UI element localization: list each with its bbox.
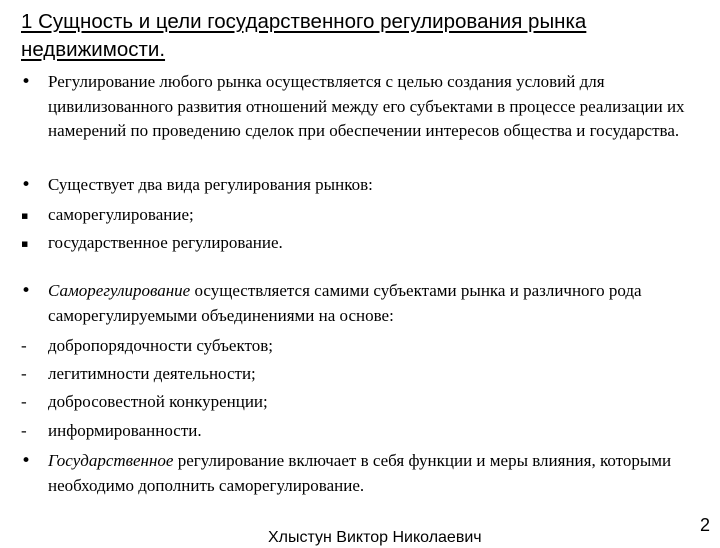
- dash-bullet-marker: -: [21, 392, 27, 411]
- bullet-marker: •: [21, 451, 32, 471]
- bullet-text: Регулирование любого рынка осуществляется с целью создания условий для цивилизованного развития отношений между его субъектами в процессе реализации их намерений по проведению сделок при обеспечении интересов общества и государства.: [48, 72, 685, 140]
- bullet-item: [21, 449, 706, 498]
- bullet-item: [21, 70, 706, 144]
- bullet-text: [48, 449, 706, 498]
- bullet-text: информированности.: [48, 421, 202, 440]
- dash-bullet-marker: -: [21, 336, 27, 355]
- bullet-text: [48, 279, 706, 328]
- emphasis-term: Государственное: [48, 451, 174, 470]
- footer-author: Хлыстун Виктор Николаевич: [268, 529, 482, 546]
- bullet-item: [21, 390, 706, 415]
- square-bullet-marker: ▪: [21, 209, 29, 222]
- square-bullet-marker: ▪: [21, 237, 29, 250]
- slide-title: 1 Сущность и цели государственного регулирования рынка недвижимости.: [21, 10, 587, 61]
- bullet-text-rest: регулирование включает в себя функции и меры влияния, которыми необходимо дополнить саморегулирование.: [48, 451, 672, 495]
- bullet-text: легитимности деятельности;: [48, 364, 256, 383]
- dash-bullet-marker: -: [21, 364, 27, 383]
- bullet-item: [21, 203, 706, 228]
- bullet-marker: •: [21, 281, 32, 301]
- page-number: 2: [700, 515, 711, 535]
- bullet-item: [21, 231, 706, 256]
- dash-bullet-marker: -: [21, 421, 27, 440]
- bullet-text: добросовестной конкуренции;: [48, 392, 268, 411]
- bullet-marker: •: [21, 72, 32, 92]
- bullet-text-rest: осуществляется самими субъектами рынка и различного рода саморегулируемыми объединениями на основе:: [48, 281, 642, 325]
- emphasis-term: Саморегулирование: [48, 281, 191, 300]
- bullet-item: [21, 173, 706, 198]
- bullet-item: [21, 334, 706, 359]
- bullet-text: государственное регулирование.: [48, 233, 283, 252]
- bullet-marker: •: [21, 175, 32, 195]
- bullet-text: добропорядочности субъектов;: [48, 336, 273, 355]
- bullet-text: Существует два вида регулирования рынков:: [48, 175, 373, 194]
- bullet-text: саморегулирование;: [48, 205, 194, 224]
- bullet-item: [21, 419, 706, 444]
- bullet-item: [21, 362, 706, 387]
- bullet-item: [21, 279, 706, 328]
